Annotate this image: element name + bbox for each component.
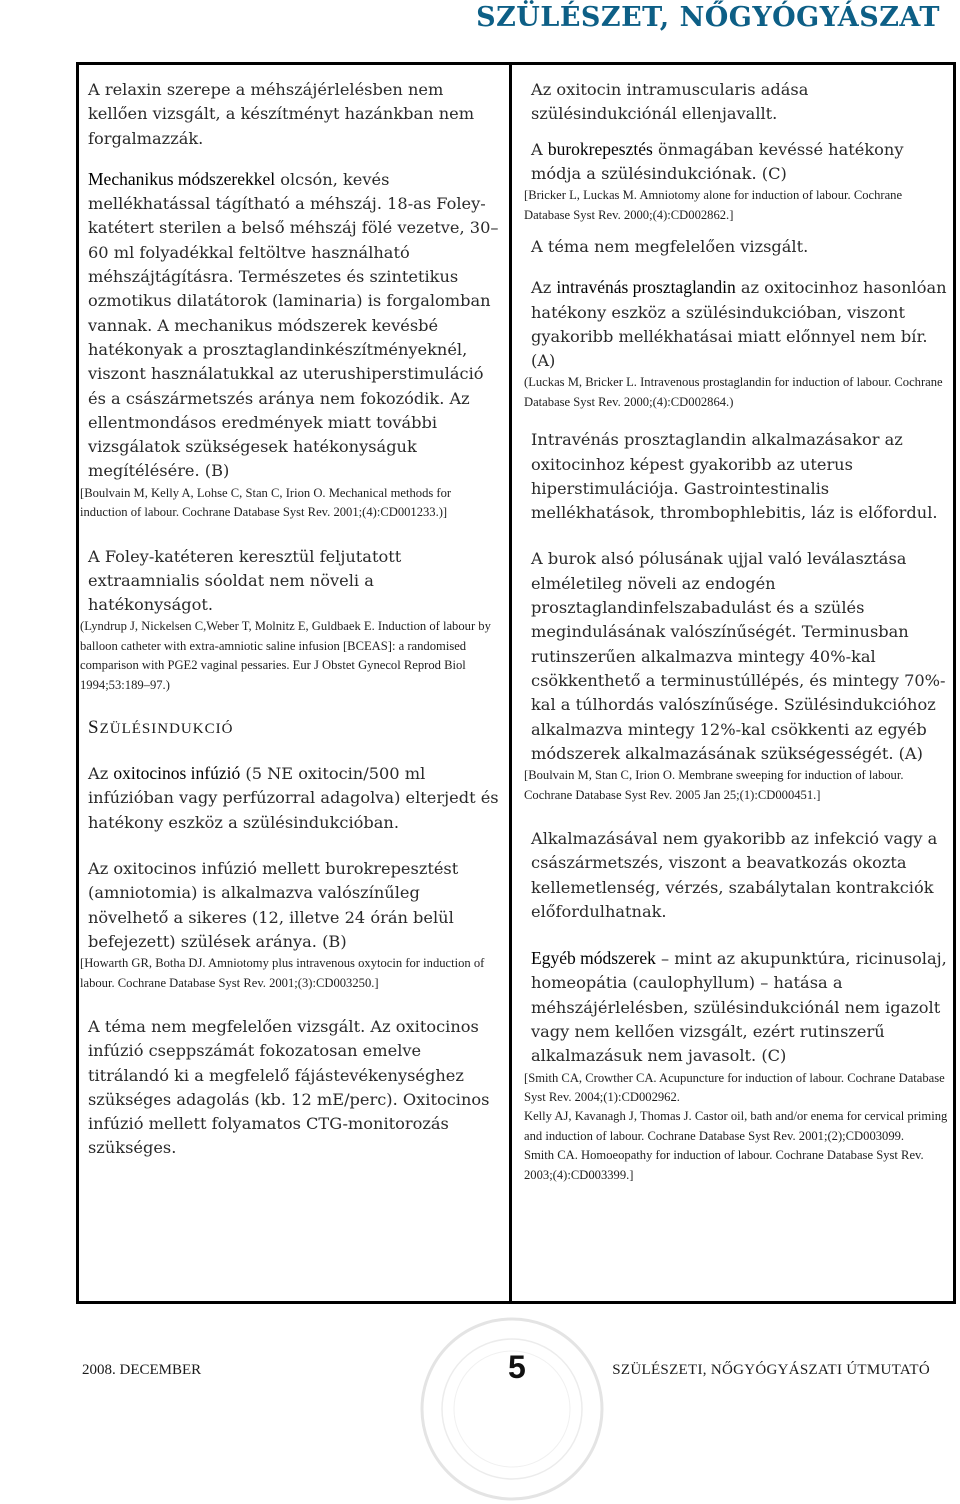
footer-date: 2008. DECEMBER [82, 1362, 202, 1378]
reference-luckas-2000: (Luckas M, Bricker L. Intravenous prostaglandin for induction of labour. Cochrane Database Syst Rev. 2000;(4):CD002864.) [524, 375, 943, 409]
reference-lyndrup-1994: (Lyndrup J, Nickelsen C,Weber T, Molnitz E, Guldbaek E. Induction of labour by balloon catheter with extra-amniotic saline infusion [BCEAS]: a randomised comparison with PGE2 vaginal pessaries. Eur J Obstet Gynecol Reprod Biol 1994;53:189–97.) [80, 619, 491, 692]
reference-boulvain-2005: [Boulvain M, Stan C, Irion O. Membrane sweeping for induction of labour. Cochrane Database Syst Rev. 2005 Jan 25;(1):CD000451.] [524, 768, 904, 802]
term-other-methods: Egyéb módszerek [531, 948, 656, 969]
section-heading-szulesindukcio: SZÜLÉSINDUKCIÓ [88, 717, 234, 739]
reference-bricker-2000: [Bricker L, Luckas M. Amniotomy alone for induction of labour. Cochrane Database Syst Rev. 2000;(4):CD002862.] [524, 188, 903, 222]
reference-howarth-2001: [Howarth GR, Botha DJ. Amniotomy plus intravenous oxytocin for induction of labour. Cochrane Database Syst Rev. 2001;(3):CD003250.] [80, 956, 485, 990]
paragraph-foley-saline: A Foley-katéteren keresztül feljutatott extraamnialis sóoldat nem növeli a hatékonyságot. [88, 546, 402, 615]
reference-kelly-castor-oil: Kelly AJ, Kavanagh J, Thomas J. Castor oil, bath and/or enema for cervical priming and induction of labour. Cochrane Database Syst Rev. 2001;(2);CD003099. [524, 1109, 948, 1143]
paragraph-mechanical-methods: Mechanikus módszerekkel olcsón, kevés mellékhatással tágítható a méhszáj. 18-as Foley-katétert sterilen a belső méhszáj fölé vezetve, 30–60 ml folyadékkal feltöltve használható méhszájtágításra. Természetes és szintetikus ozmotikus dilatátorok (laminaria) is forgalomban vannak. A mechanikus módszerek kevésbé hatékonyak a prosztaglandinkészítményeknél, viszont használatukkal az uterushiperstimuláció és a császármetszés aránya nem fokozódik. Az ellentmondásos eredmények miatt további vizsgálatok szükségesek hatékonyságuk megítélésére. (B) [88, 168, 499, 481]
term-oxytocin-infusion: oxitocinos infúzió [113, 763, 241, 784]
paragraph-amniotomy: A burokrepesztés önmagában kevéssé hatékony módja a szülésindukciónak. (C) [531, 138, 904, 183]
reference-smith-homoeopathy: Smith CA. Homoeopathy for induction of labour. Cochrane Database Syst Rev. 2003;(4):CD003399.] [524, 1148, 924, 1182]
footer-guideline-title: SZÜLÉSZETI, NŐGYÓGYÁSZATI ÚTMUTATÓ [612, 1362, 930, 1378]
paragraph-oxytocin-infusion: Az oxitocinos infúzió (5 NE oxitocin/500 ml infúzióban vagy perfúzorral adagolva) elterjedt és hatékony eszköz a szülésindukcióban. [88, 763, 499, 832]
term-mechanical-methods: Mechanikus módszerekkel [88, 168, 276, 189]
left-column [80, 78, 500, 1161]
watermark-seal-icon [417, 1314, 607, 1504]
paragraph-relaxin: A relaxin szerepe a méhszájérlelésben nem kellően vizsgált, a készítményt hazánkban nem forgalmazzák. [88, 80, 475, 148]
paragraph-iv-prostaglandin-side-effects: Intravénás prosztaglandin alkalmazásakor az oxitocinhoz képest gyakoribb az uterus hiperstimulációja. Gastrointestinalis mellékhatások, thrombophlebitis, láz is előfordul. [531, 430, 938, 523]
term-iv-prostaglandin: intravénás prosztaglandin [556, 277, 736, 298]
paragraph-other-methods: Egyéb módszerek – mint az akupunktúra, ricinusolaj, homeopátia (caulophyllum) – hatása a méhszájérlelésben, szülésindukciónál nem igazolt vagy nem kellően vizsgált, ezért rutinszerű alkalmazásuk nem javasolt. (C) [531, 948, 947, 1066]
page-number: 5 [508, 1349, 526, 1385]
right-column [524, 78, 951, 1185]
paragraph-oxytocin-im: Az oxitocin intramuscularis adása szülésindukciónál ellenjavallt. [531, 80, 809, 124]
paragraph-iv-prostaglandin: Az intravénás prosztaglandin az oxitocinhoz hasonlóan hatékony eszköz a szülésindukcióban, viszont gyakoribb mellékhatásai miatt előnnyel nem bír. (A) [531, 277, 947, 371]
paragraph-amniotomy-plus-oxytocin: Az oxitocinos infúzió mellett burokrepesztést (amniotomia) is alkalmazva valószínűleg növelhető a sikeres (12, illetve 24 órán belül befejezett) szülések aránya. (B) [88, 858, 459, 951]
term-amniotomy: burokrepesztés [547, 138, 653, 159]
column-divider [509, 63, 512, 1303]
page-header-title: SZÜLÉSZET, NŐGYÓGYÁSZAT [476, 2, 940, 33]
paragraph-oxytocin-titration: A téma nem megfelelően vizsgált. Az oxitocinos infúzió cseppszámát fokozatosan emelve titrálandó ki a megfelelő fájástevékenységhez szükséges adagolás (kb. 12 mE/perc). Oxitocinos infúzió mellett folyamatos CTG-monitorozás szükséges. [88, 1016, 490, 1158]
reference-smith-acupuncture: [Smith CA, Crowther CA. Acupuncture for induction of labour. Cochrane Database Syst Rev. 2004;(1):CD002962. [524, 1070, 945, 1105]
paragraph-sweeping-safety: Alkalmazásával nem gyakoribb az infekció vagy a császármetszés, viszont a beavatkozás okozta kellemetlenség, vérzés, szabálytalan kontrakciók előfordulhatnak. [531, 828, 938, 921]
paragraph-membrane-sweeping: A burok alsó pólusának ujjal való leválasztása elméletileg növeli az endogén prosztaglandinfelszabadulást és a szülés megindulásának valószínűségét. Terminusban rutinszerűen alkalmazva mintegy 40%-kal csökkenthető a terminustúllépés, és mintegy 70%-kal a túlhordás valószínűsége. Szülésindukcióhoz alkalmazva mintegy 12%-kal csökkenti az egyéb módszerek alkalmazásának szükségességét. (A) [531, 549, 946, 763]
reference-boulvain-2001: [Boulvain M, Kelly A, Lohse C, Stan C, Irion O. Mechanical methods for induction of labour. Cochrane Database Syst Rev. 2001;(4):CD001233.)] [80, 485, 452, 520]
paragraph-not-studied: A téma nem megfelelően vizsgált. [531, 237, 809, 256]
